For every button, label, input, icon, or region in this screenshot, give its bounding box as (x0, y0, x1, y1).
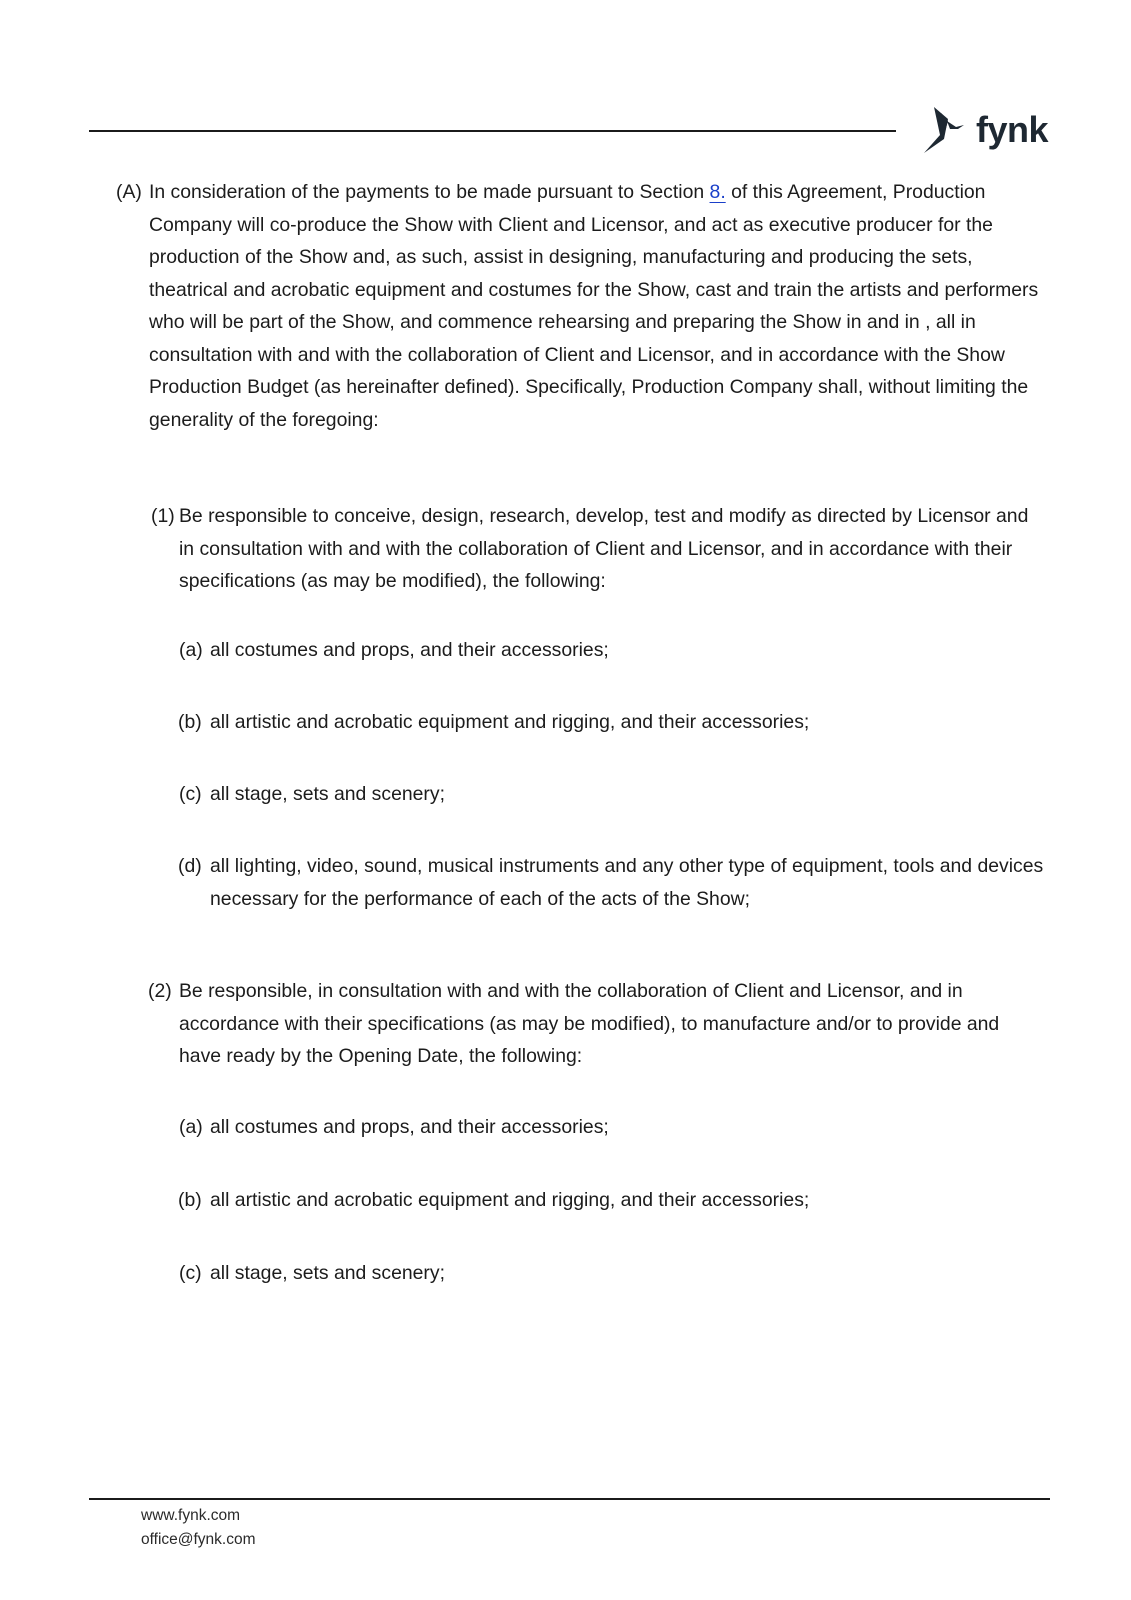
item-1c-label: (c) (179, 783, 202, 805)
clause-a-text-start: In consideration of the payments to be made pursuant to Section (149, 181, 710, 203)
footer-divider (89, 1498, 1050, 1500)
item-1c-text: all stage, sets and scenery; (210, 783, 445, 805)
item-1-label: (1) (151, 505, 175, 527)
clause-a-label: (A) (116, 181, 142, 203)
item-2-label: (2) (148, 980, 172, 1002)
item-1a-label: (a) (179, 639, 203, 661)
item-1b-text: all artistic and acrobatic equipment and rigging, and their accessories; (210, 711, 810, 733)
section-8-link[interactable]: 8. (709, 181, 726, 203)
header-divider (89, 130, 896, 132)
clause-a-text (149, 176, 1044, 436)
item-2b-text: all artistic and acrobatic equipment and rigging, and their accessories; (210, 1189, 810, 1211)
item-2-text: Be responsible, in consultation with and with the collaboration of Client and Licensor, and in accordance with their specifications (as may be modified), to manufacture and/or to provide and have ready by the Opening Date, the following: (179, 980, 1000, 1067)
footer-email-link[interactable]: office@fynk.com (141, 1531, 256, 1548)
item-1a-text: all costumes and props, and their accessories; (210, 639, 609, 661)
item-2a-text: all costumes and props, and their accessories; (210, 1116, 609, 1138)
item-1b-label: (b) (178, 711, 202, 733)
item-2b-label: (b) (178, 1189, 202, 1211)
item-2c-label: (c) (179, 1262, 202, 1284)
clause-a-text-end: of this Agreement, Production Company will co-produce the Show with Client and Licensor, and act as executive producer for the production of the Show and, as such, assist in designing, manufacturing and producing the sets, theatrical and acrobatic equipment and costumes for the Show, cast and train the artists and performers who will be part of the Show, and commence rehearsing and preparing the Show in and in , all in consultation with and with the collaboration of Client and Licensor, and in accordance with the Show Production Budget (as hereinafter defined). Specifically, Production Company shall, without limiting the generality of the foregoing: (149, 181, 1039, 431)
logo-wordmark: fynk (976, 109, 1049, 150)
item-1d-text: all lighting, video, sound, musical instruments and any other type of equipment, tools and devices necessary for the performance of each of the acts of the Show; (210, 855, 1044, 910)
item-1d-label: (d) (178, 855, 202, 877)
item-2a-label: (a) (179, 1116, 203, 1138)
item-2c-text: all stage, sets and scenery; (210, 1262, 445, 1284)
footer-website-link[interactable]: www.fynk.com (141, 1507, 241, 1524)
item-1-text: Be responsible to conceive, design, research, develop, test and modify as directed by Licensor and in consultation with and with the collaboration of Client and Licensor, and in accordance with their specifications (as may be modified), the following: (179, 505, 1029, 592)
fynk-logo (920, 105, 1050, 160)
fynk-bird-icon (920, 105, 972, 160)
